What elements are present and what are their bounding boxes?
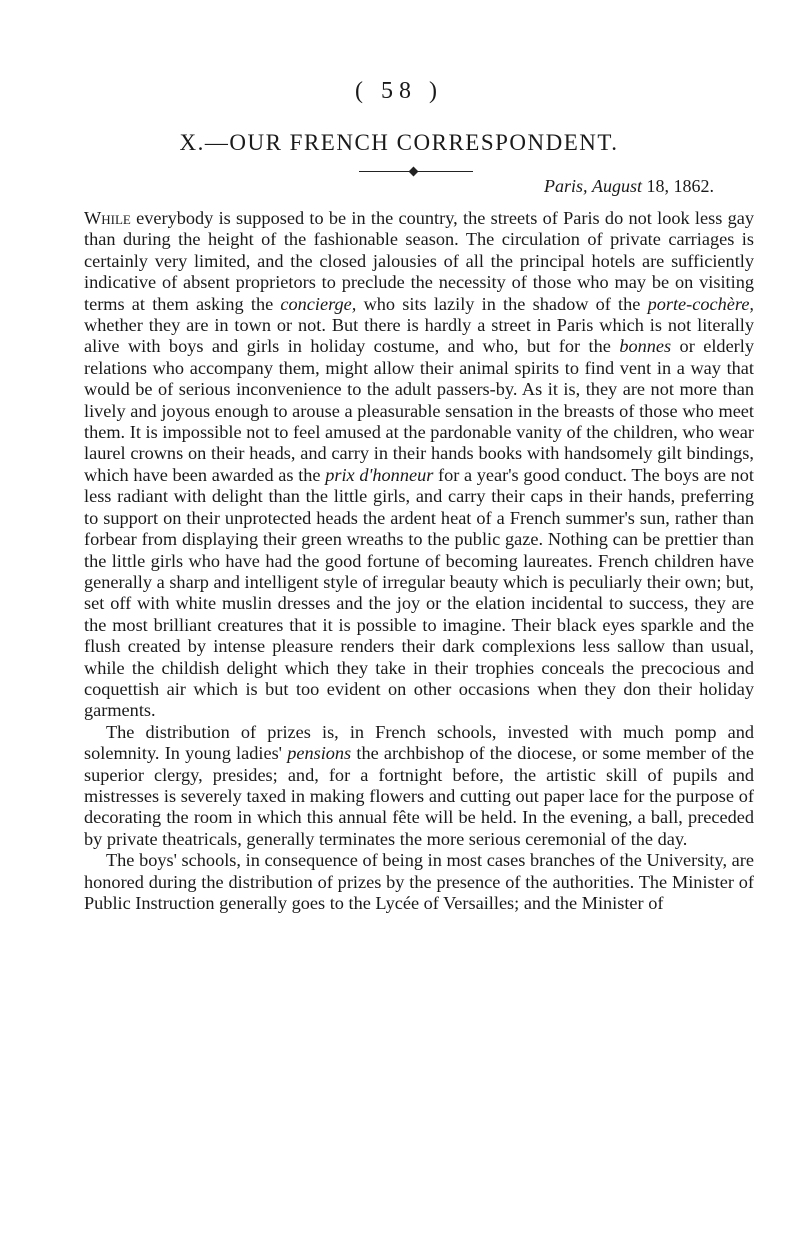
p2-text-2: the archbishop of the diocese, or some member of the superior clergy, presides; and, for a fortnight before, the artistic skill of pupils and mistresses is severely taxed in making flowers and cutting out paper lace for the purpose of decorating the room in which this annual fête will be held. In the evening, a ball, preceded by private theatricals, generally terminates the more serious ceremonial of the day.	[84, 743, 754, 849]
dateline	[544, 176, 714, 197]
dateline-month: August	[591, 176, 642, 196]
p1-text-5: for a year's good conduct. The boys are not less radiant with delight than the little girls, and carry their caps in their hands, preferring to support on their unprotected heads the ardent heat of a French summer's sun, rather than forbear from displaying their green wreaths to the public gaze. Nothing can be prettier than the little girls who have had the good fortune of becoming laureates. French children have generally a sharp and intelligent style of irregular beauty which is peculiarly their own; but, set off with white muslin dresses and the joy or the elation incidental to success, they are the most brilliant creatures that it is possible to imagine. Their black eyes sparkle and the flush created by intense pleasure renders their dark complexions less sallow than usual, while the childish delight which they take in their trophies conceals the precocious and coquettish air which is but too evident on other occasions when they don their holiday garments.	[84, 464, 754, 721]
p1-italic-concierge: concierge,	[280, 293, 357, 314]
paragraph-3	[84, 850, 754, 914]
paragraph-2	[84, 722, 754, 850]
p1-italic-prix: prix d'honneur	[325, 464, 434, 485]
p1-text-1: everybody is supposed to be in the country, the streets of Paris do not look less gay than during the height of the fashionable season. The circulation of private carriages is certainly very limited, and the closed jalousies of all the principal hotels are sufficiently indicative of absent proprietors to preclude the necessity of those who may be on visiting terms at them asking the	[84, 208, 754, 314]
page-number: ( 58 )	[355, 78, 443, 104]
p2-text-1: The distribution of prizes is, in French schools, invested with much pomp and solemnity. In young ladies'	[84, 721, 754, 764]
p3-text-1: The boys' schools, in consequence of being in most cases branches of the University, are honored during the distribution of prizes by the presence of the authorities. The Minister of Public Instruction generally goes to the Lycée of Versailles; and the Minister of	[84, 850, 754, 913]
paragraph-1	[84, 208, 754, 722]
article-title: X.—OUR FRENCH CORRESPONDENT.	[179, 130, 619, 155]
drop-word: While	[84, 208, 131, 228]
p1-text-2: who sits lazily in the shadow of the	[356, 293, 648, 314]
article-body	[84, 208, 754, 914]
dateline-day-year: 18, 1862.	[646, 176, 714, 196]
p1-text-4: or elderly relations who accompany them, might allow their animal spirits to find vent in a way that would be of serious inconvenience to the adult passers-by. As it is, they are not more than lively and joyous enough to arouse a pleasurable sensation in the breasts of those who meet them. It is impossible not to feel amused at the pardonable vanity of the children, who wear laurel crowns on their heads, and carry in their hands books with handsomely gilt bindings, which have been awarded as the	[84, 336, 754, 485]
p1-italic-bonnes: bonnes	[619, 336, 672, 357]
title-rule-ornament	[409, 167, 419, 177]
p1-text-3: whether they are in town or not. But there is hardly a street in Paris which is not literally alive with boys and girls in holiday costume, and who, but for the	[84, 315, 754, 357]
p2-italic-pensions: pensions	[287, 743, 352, 764]
dateline-place: Paris,	[543, 176, 588, 196]
p1-italic-porte-cochere: porte-cochère,	[647, 293, 754, 314]
